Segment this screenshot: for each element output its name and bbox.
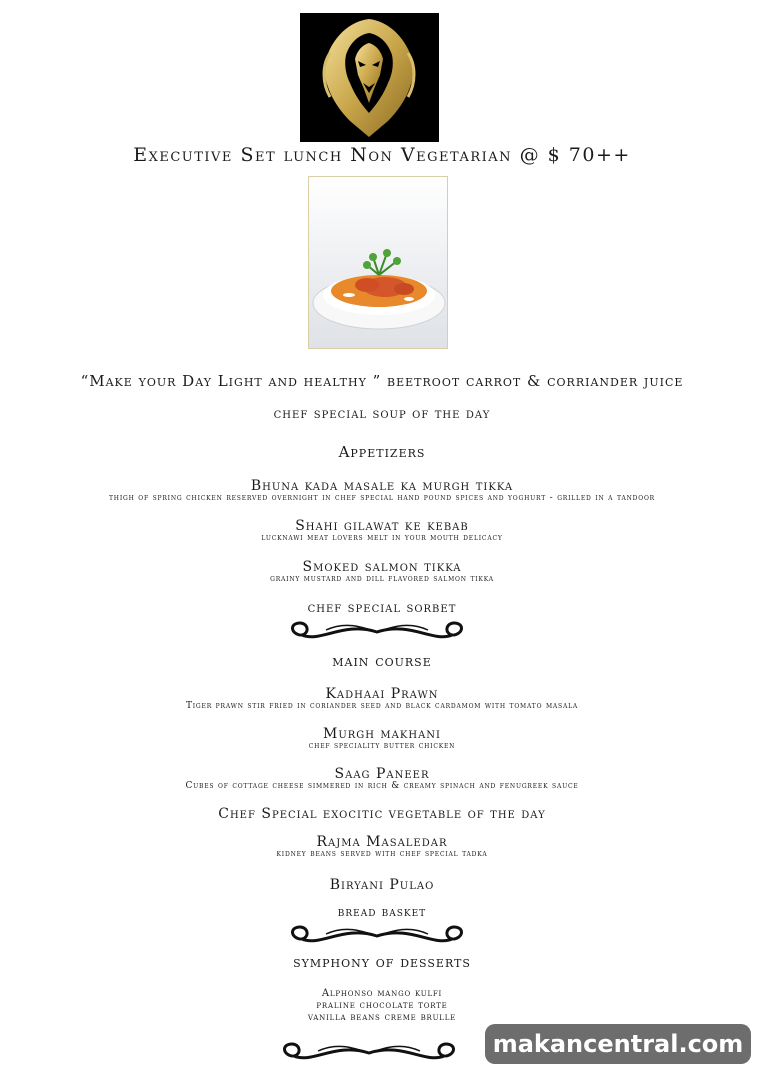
vegetable-line: Chef Special exocitic vegetable of the day — [218, 806, 546, 822]
rajma-desc: kidney beans served with chef special tadka — [276, 849, 488, 859]
dessert-item: vanilla beans creme brulle — [307, 1012, 457, 1023]
appetizer-desc: lucknawi meat lovers melt in your mouth delicacy — [261, 533, 503, 543]
appetizer-name: Bhuna kada masale ka murgh tikka — [250, 478, 514, 494]
biryani-line: Biryani Pulao — [329, 877, 435, 893]
main-course-name: Saag Paneer — [334, 766, 430, 782]
desserts-heading: symphony of desserts — [293, 953, 471, 971]
butter-chicken-photo — [308, 176, 448, 349]
lion-head-logo — [300, 13, 439, 142]
rajma-name: Rajma Masaledar — [316, 834, 448, 850]
appetizer-desc: thigh of spring chicken reserved overnight in chef special hand pound spices and yoghurt - grilled in a tandoor — [108, 493, 655, 503]
flourish-divider — [286, 619, 468, 645]
dessert-item: Alphonso mango kulfi — [321, 988, 443, 999]
main-course-desc: chef speciality butter chicken — [308, 741, 456, 751]
appetizer-name: Shahi gilawat ke kebab — [295, 518, 469, 534]
appetizer-name: Smoked salmon tikka — [302, 559, 462, 575]
sorbet-line: chef special sorbet — [307, 600, 457, 616]
main-course-desc: Tiger prawn stir fried in coriander seed and black cardamom with tomato masala — [185, 701, 579, 711]
bread-line: bread basket — [337, 905, 427, 920]
soup-line: chef special soup of the day — [273, 406, 491, 422]
dessert-item: praline chocolate torte — [316, 1000, 448, 1011]
juice-tagline: “Make your Day Light and healthy ” beetroot carrot & corriander juice — [80, 372, 684, 390]
main-course-desc: Cubes of cottage cheese simmered in rich & creamy spinach and fenugreek sauce — [185, 781, 579, 791]
menu-title: Executive Set lunch Non Vegetarian @ $ 70++ — [133, 144, 631, 166]
appetizer-desc: grainy mustard and dill flavored salmon tikka — [270, 574, 494, 584]
watermark: makancentral.com — [485, 1024, 751, 1064]
main-course-name: Murgh makhani — [322, 726, 442, 742]
flourish-divider — [278, 1040, 460, 1066]
appetizers-heading: Appetizers — [338, 443, 426, 461]
main-course-name: Kadhaai Prawn — [325, 686, 439, 702]
main-course-heading: main course — [332, 652, 432, 670]
flourish-divider — [286, 923, 468, 949]
